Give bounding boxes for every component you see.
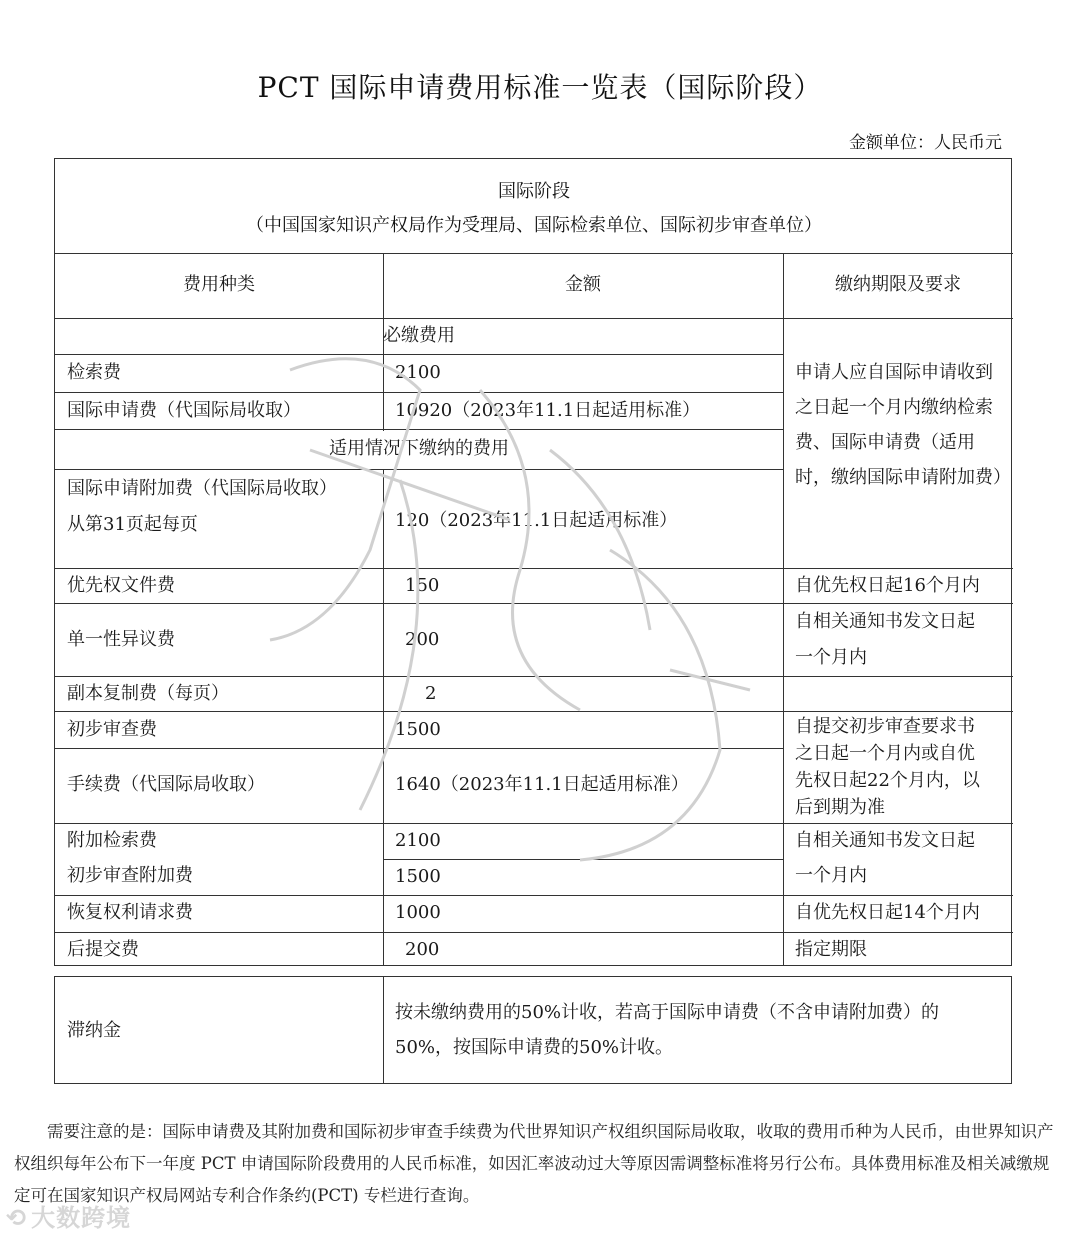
late-furnish-fee-deadline: 指定期限	[795, 939, 867, 960]
intl-app-fee-amount: 10920（2023年11.1日起适用标准）	[395, 400, 701, 421]
divider	[55, 823, 1013, 824]
add-fees-deadline-line2: 一个月内	[795, 865, 867, 886]
late-payment-rule-line2: 50%，按国际申请费的50%计收。	[395, 1037, 674, 1058]
add-fees-deadline-line1: 自相关通知书发文日起	[795, 830, 975, 851]
section-conditional: 适用情况下缴纳的费用	[329, 438, 509, 459]
late-payment-name: 滞纳金	[67, 1020, 121, 1041]
extra-page-fee-name-line1: 国际申请附加费（代国际局收取）	[67, 478, 337, 499]
divider	[55, 895, 1013, 896]
handling-fee-name: 手续费（代国际局收取）	[67, 774, 265, 795]
column-header-deadline: 缴纳期限及要求	[835, 274, 961, 295]
divider	[55, 568, 1013, 569]
extra-page-fee-name-line2: 从第31页起每页	[67, 514, 198, 535]
unity-protest-fee-deadline-line1: 自相关通知书发文日起	[795, 611, 975, 632]
restoration-fee-deadline: 自优先权日起14个月内	[795, 902, 980, 923]
fee-table	[54, 158, 1012, 966]
add-search-fee-name: 附加检索费	[67, 830, 157, 851]
unity-protest-fee-name: 单一性异议费	[67, 629, 175, 650]
currency-unit-label: 金额单位：人民币元	[849, 133, 1002, 153]
prelim-exam-fee-amount: 1500	[395, 719, 441, 740]
prelim-deadline-line3: 先权日起22个月内，以	[795, 770, 980, 791]
unity-protest-fee-deadline-line2: 一个月内	[795, 647, 867, 668]
divider	[55, 603, 1013, 604]
copy-fee-amount: 2	[425, 683, 437, 704]
copy-fee-name: 副本复制费（每页）	[67, 683, 229, 704]
divider	[55, 748, 783, 749]
divider	[55, 429, 783, 430]
late-furnish-fee-name: 后提交费	[67, 939, 139, 960]
divider	[55, 932, 1013, 933]
add-search-fee-amount: 2100	[395, 830, 441, 851]
unity-protest-fee-amount: 200	[405, 629, 440, 650]
footnote: 需要注意的是：国际申请费及其附加费和国际初步审查手续费为代世界知识产权组织国际局收取，收取的费用币种为人民币，由世界知识产权组织每年公布下一年度 PCT 申请国际阶段费用的人民币标准，如因汇率波动过大等原因需调整标准将另行公布。具体费用标准及相关减缴规定可在国家知识产权局网站专利合作条约(PCT) 专栏进行查询。	[14, 1122, 1054, 1205]
divider	[55, 392, 783, 393]
priority-doc-fee-name: 优先权文件费	[67, 575, 175, 596]
intl-app-fee-name: 国际申请费（代国际局收取）	[67, 400, 301, 421]
extra-page-fee-amount: 120（2023年11.1日起适用标准）	[395, 510, 678, 531]
watermark-logo	[6, 1198, 131, 1233]
column-divider	[383, 469, 384, 966]
restoration-fee-amount: 1000	[395, 902, 441, 923]
prelim-exam-fee-name: 初步审查费	[67, 719, 157, 740]
search-fee-amount: 2100	[395, 362, 441, 383]
section-required: 必缴费用	[383, 325, 455, 346]
stage-subtitle: （中国国家知识产权局作为受理局、国际检索单位、国际初步审查单位）	[246, 215, 822, 236]
restoration-fee-name: 恢复权利请求费	[67, 902, 193, 923]
divider	[55, 253, 1013, 254]
column-divider	[783, 253, 784, 966]
prelim-deadline-line2: 之日起一个月内或自优	[795, 743, 975, 764]
divider	[55, 711, 1013, 712]
logo-text: 大数跨境	[31, 1204, 132, 1232]
column-header-amount: 金额	[565, 274, 601, 295]
prelim-deadline-line1: 自提交初步审查要求书	[795, 716, 975, 737]
divider	[383, 859, 783, 860]
late-furnish-fee-amount: 200	[405, 939, 440, 960]
add-prelim-fee-amount: 1500	[395, 866, 441, 887]
column-divider	[383, 977, 384, 1083]
stage-title: 国际阶段	[498, 181, 570, 202]
document-title: PCT 国际申请费用标准一览表（国际阶段）	[257, 71, 823, 104]
divider	[55, 469, 783, 470]
divider	[55, 354, 783, 355]
divider	[55, 676, 1013, 677]
priority-doc-fee-amount: 150	[405, 575, 440, 596]
required-fees-deadline: 申请人应自国际申请收到之日起一个月内缴纳检索费、国际申请费（适用时，缴纳国际申请附加费）	[795, 362, 1011, 488]
late-payment-rule-line1: 按未缴纳费用的50%计收，若高于国际申请费（不含申请附加费）的	[395, 1002, 940, 1023]
handling-fee-amount: 1640（2023年11.1日起适用标准）	[395, 774, 689, 795]
priority-doc-fee-deadline: 自优先权日起16个月内	[795, 575, 980, 596]
add-prelim-fee-name: 初步审查附加费	[67, 865, 193, 886]
divider	[55, 318, 1013, 319]
logo-icon: ⟲	[6, 1204, 28, 1232]
column-header-type: 费用种类	[183, 274, 255, 295]
prelim-deadline-line4: 后到期为准	[795, 797, 885, 818]
search-fee-name: 检索费	[67, 362, 121, 383]
late-payment-table	[54, 976, 1012, 1084]
